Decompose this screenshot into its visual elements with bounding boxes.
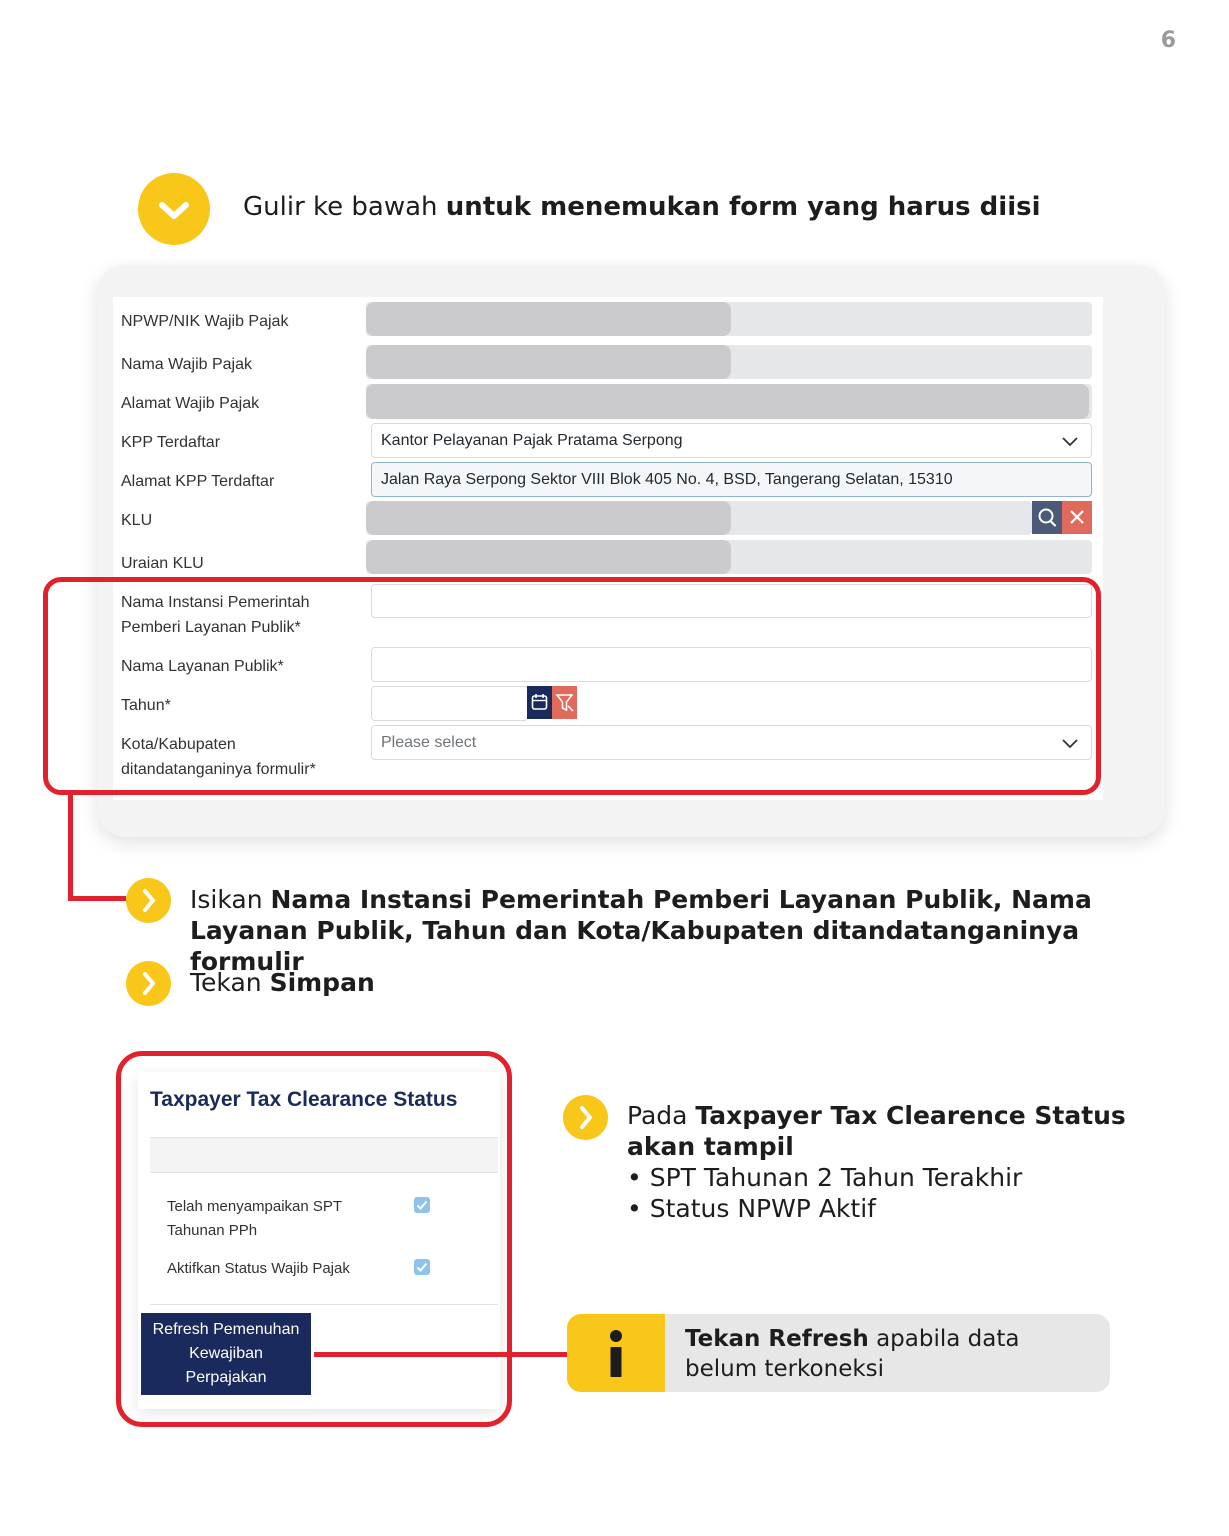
label-nama: Nama Wajib Pajak: [121, 356, 253, 373]
page-number: 6: [1160, 28, 1176, 53]
label-npwp: NPWP/NIK Wajib Pajak: [121, 313, 289, 330]
alamat-field[interactable]: [366, 384, 1092, 419]
label-alamat-kpp: Alamat KPP Terdaftar: [121, 473, 275, 490]
search-icon[interactable]: [1032, 501, 1062, 534]
uraian-klu-field[interactable]: [366, 540, 1092, 574]
instruction-clearance: Pada Taxpayer Tax Clearence Status akan tampil • SPT Tahunan 2 Tahun Terakhir • Status NPWP Aktif: [627, 1101, 1126, 1223]
kota-placeholder: Please select: [381, 734, 477, 751]
label-kota: Kota/Kabupaten ditandatanganinya formulir*: [121, 736, 316, 778]
close-icon[interactable]: [1062, 501, 1092, 534]
connector-line: [68, 896, 126, 901]
scroll-instruction: Gulir ke bawah untuk menemukan form yang harus diisi: [243, 192, 1041, 222]
chevron-right-icon: [126, 878, 171, 923]
instruction-fill-form: Isikan Nama Instansi Pemerintah Pemberi Layanan Publik, Nama Layanan Publik, Tahun dan Kota/Kabupaten ditandatanganinya formulir: [190, 885, 1092, 976]
nama-field[interactable]: [366, 345, 1092, 379]
label-tahun: Tahun*: [121, 697, 171, 714]
label-uraian-klu: Uraian KLU: [121, 555, 204, 572]
info-icon: [567, 1314, 665, 1392]
kpp-select[interactable]: [371, 423, 1092, 458]
chevron-down-icon: [1061, 434, 1079, 448]
label-instansi: Nama Instansi Pemerintah Pemberi Layanan Publik*: [121, 594, 310, 636]
item-spt-label: Telah menyampaikan SPT Tahunan PPh: [167, 1198, 343, 1239]
highlight-box-clearance: [116, 1051, 512, 1427]
alamat-kpp-field[interactable]: [371, 462, 1092, 497]
item-status-label: Aktifkan Status Wajib Pajak: [167, 1260, 350, 1277]
chevron-right-icon: [563, 1095, 608, 1140]
klu-field[interactable]: [366, 501, 1032, 535]
chevron-right-icon: [126, 961, 171, 1006]
connector-line: [314, 1352, 570, 1357]
label-layanan: Nama Layanan Publik*: [121, 658, 284, 675]
kpp-value: Kantor Pelayanan Pajak Pratama Serpong: [381, 432, 683, 449]
connector-line: [68, 793, 73, 901]
instruction-save: Tekan Simpan: [190, 968, 375, 997]
info-text: Tekan Refresh apabila data belum terkoneksi: [685, 1326, 1020, 1382]
scroll-down-icon: [138, 173, 210, 245]
label-alamat: Alamat Wajib Pajak: [121, 395, 260, 412]
alamat-kpp-value: Jalan Raya Serpong Sektor VIII Blok 405 No. 4, BSD, Tangerang Selatan, 15310: [381, 471, 953, 488]
label-kpp: KPP Terdaftar: [121, 434, 221, 451]
label-klu: KLU: [121, 512, 153, 529]
info-callout: [567, 1314, 1110, 1392]
refresh-button[interactable]: Refresh Pemenuhan Kewajiban Perpajakan: [141, 1313, 311, 1395]
npwp-field[interactable]: [366, 302, 1092, 336]
highlight-box-form: [43, 577, 1101, 795]
clearance-title: Taxpayer Tax Clearance Status: [150, 1088, 458, 1111]
